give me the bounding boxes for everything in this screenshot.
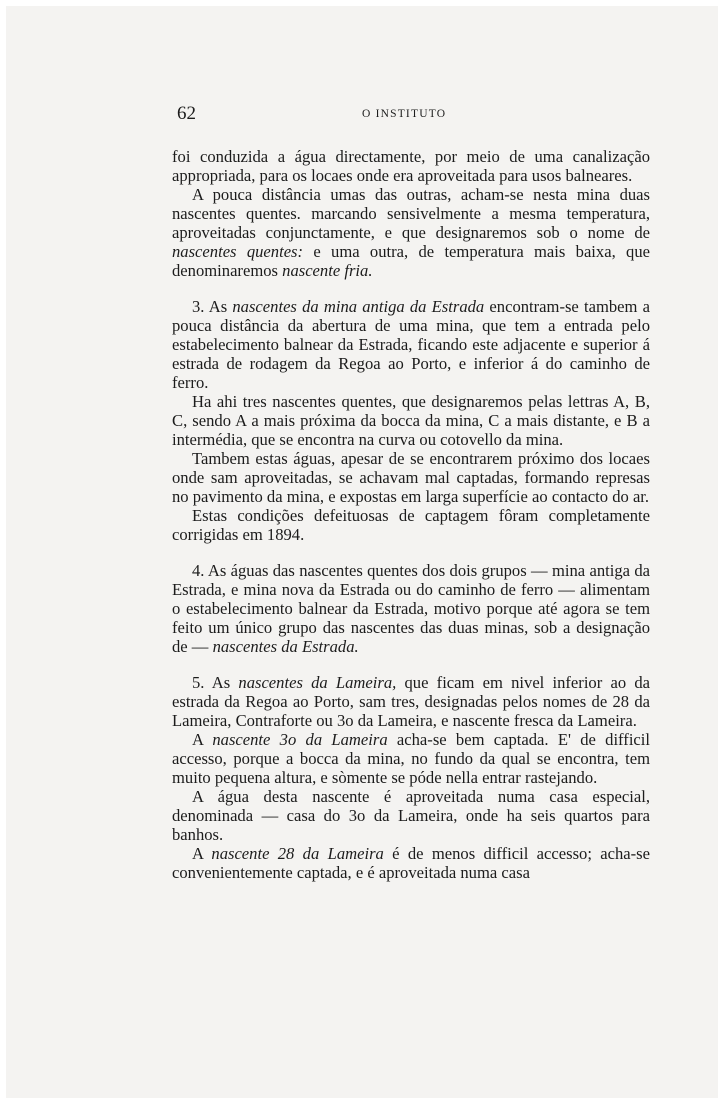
paragraph-tres-nascentes: Ha ahi tres nascentes quentes, que designaremos pelas lettras A, B, C, sendo A a mais próxima da bocca da mina, C a mais distante, e B a intermédia, que se encontra na curva ou cotovello da mina. (172, 392, 650, 449)
italic-term: nascentes da Lameira, (238, 673, 397, 692)
body-text (172, 147, 650, 882)
paragraph-condicoes-defeituosas: Estas condições defeituosas de captagem fôram completamente corrigidas em 1894. (172, 506, 650, 544)
paragraph-continuation: foi conduzida a água directamente, por meio de uma canalização appropriada, para os locaes onde era aproveitada para usos balneares. (172, 147, 650, 185)
paragraph-agua-desta-nascente: A água desta nascente é aproveitada numa casa especial, denominada — casa do 3o da Lameira, onde ha seis quartos para banhos. (172, 787, 650, 844)
paragraph-nascente-30: A nascente 3o da Lameira acha-se bem captada. E' de difficil accesso, porque a bocca da mina, no fundo da qual se encontra, tem muito pequena altura, e sòmente se póde nella entrar rastejando. (172, 730, 651, 787)
italic-term: nascentes quentes: (172, 242, 304, 261)
italic-term: nascentes da Estrada. (212, 637, 359, 656)
italic-term: nascente 3o da Lameira (212, 730, 388, 749)
section-5-paragraph: 5. As nascentes da Lameira, que ficam em nivel inferior ao da estrada da Regoa ao Porto, sam tres, designadas pelos nomes de 28 da Lameira, Contraforte ou 3o da Lameira, e nascente fresca da Lameira. (172, 673, 650, 730)
paragraph-nascentes-quentes: A pouca distância umas das outras, acham-se nesta mina duas nascentes quentes. marcando sensivelmente a mesma temperatura, aproveitadas conjunctamente, e que designaremos sob o nome de nascentes quentes: e uma outra, de temperatura mais baixa, que denominaremos nascente fria. (172, 185, 650, 280)
journal-title: O INSTITUTO (362, 108, 447, 120)
italic-term: nascente fria. (282, 261, 373, 280)
book-page (6, 6, 718, 1098)
italic-term: nascentes da mina antiga da Estrada (232, 297, 485, 316)
paragraph-nascente-28: A nascente 28 da Lameira é de menos difficil accesso; acha-se convenientemente captada, e é aproveitada numa casa (172, 844, 650, 882)
paragraph-tambem-estas-aguas: Tambem estas águas, apesar de se encontrarem próximo dos locaes onde sam aproveitadas, se achavam mal captadas, formando represas no pavimento da mina, e expostas em larga superfície ao contacto do ar. (172, 449, 650, 506)
page-number: 62 (177, 103, 196, 124)
running-head (177, 103, 651, 127)
section-3-paragraph: 3. As nascentes da mina antiga da Estrada encontram-se tambem a pouca distância da abertura de uma mina, que tem a entrada pelo estabelecimento balnear da Estrada, ficando este adjacente e superior á estrada de rodagem da Regoa ao Porto, e inferior á do caminho de ferro. (172, 297, 651, 392)
section-4-paragraph: 4. As águas das nascentes quentes dos dois grupos — mina antiga da Estrada, e mina nova da Estrada ou do caminho de ferro — alimentam o estabelecimento balnear da Estrada, motivo porque até agora se tem feito um único grupo das nascentes das duas minas, sob a designação de — nascentes da Estrada. (172, 561, 650, 656)
italic-term: nascente 28 da Lameira (211, 844, 384, 863)
